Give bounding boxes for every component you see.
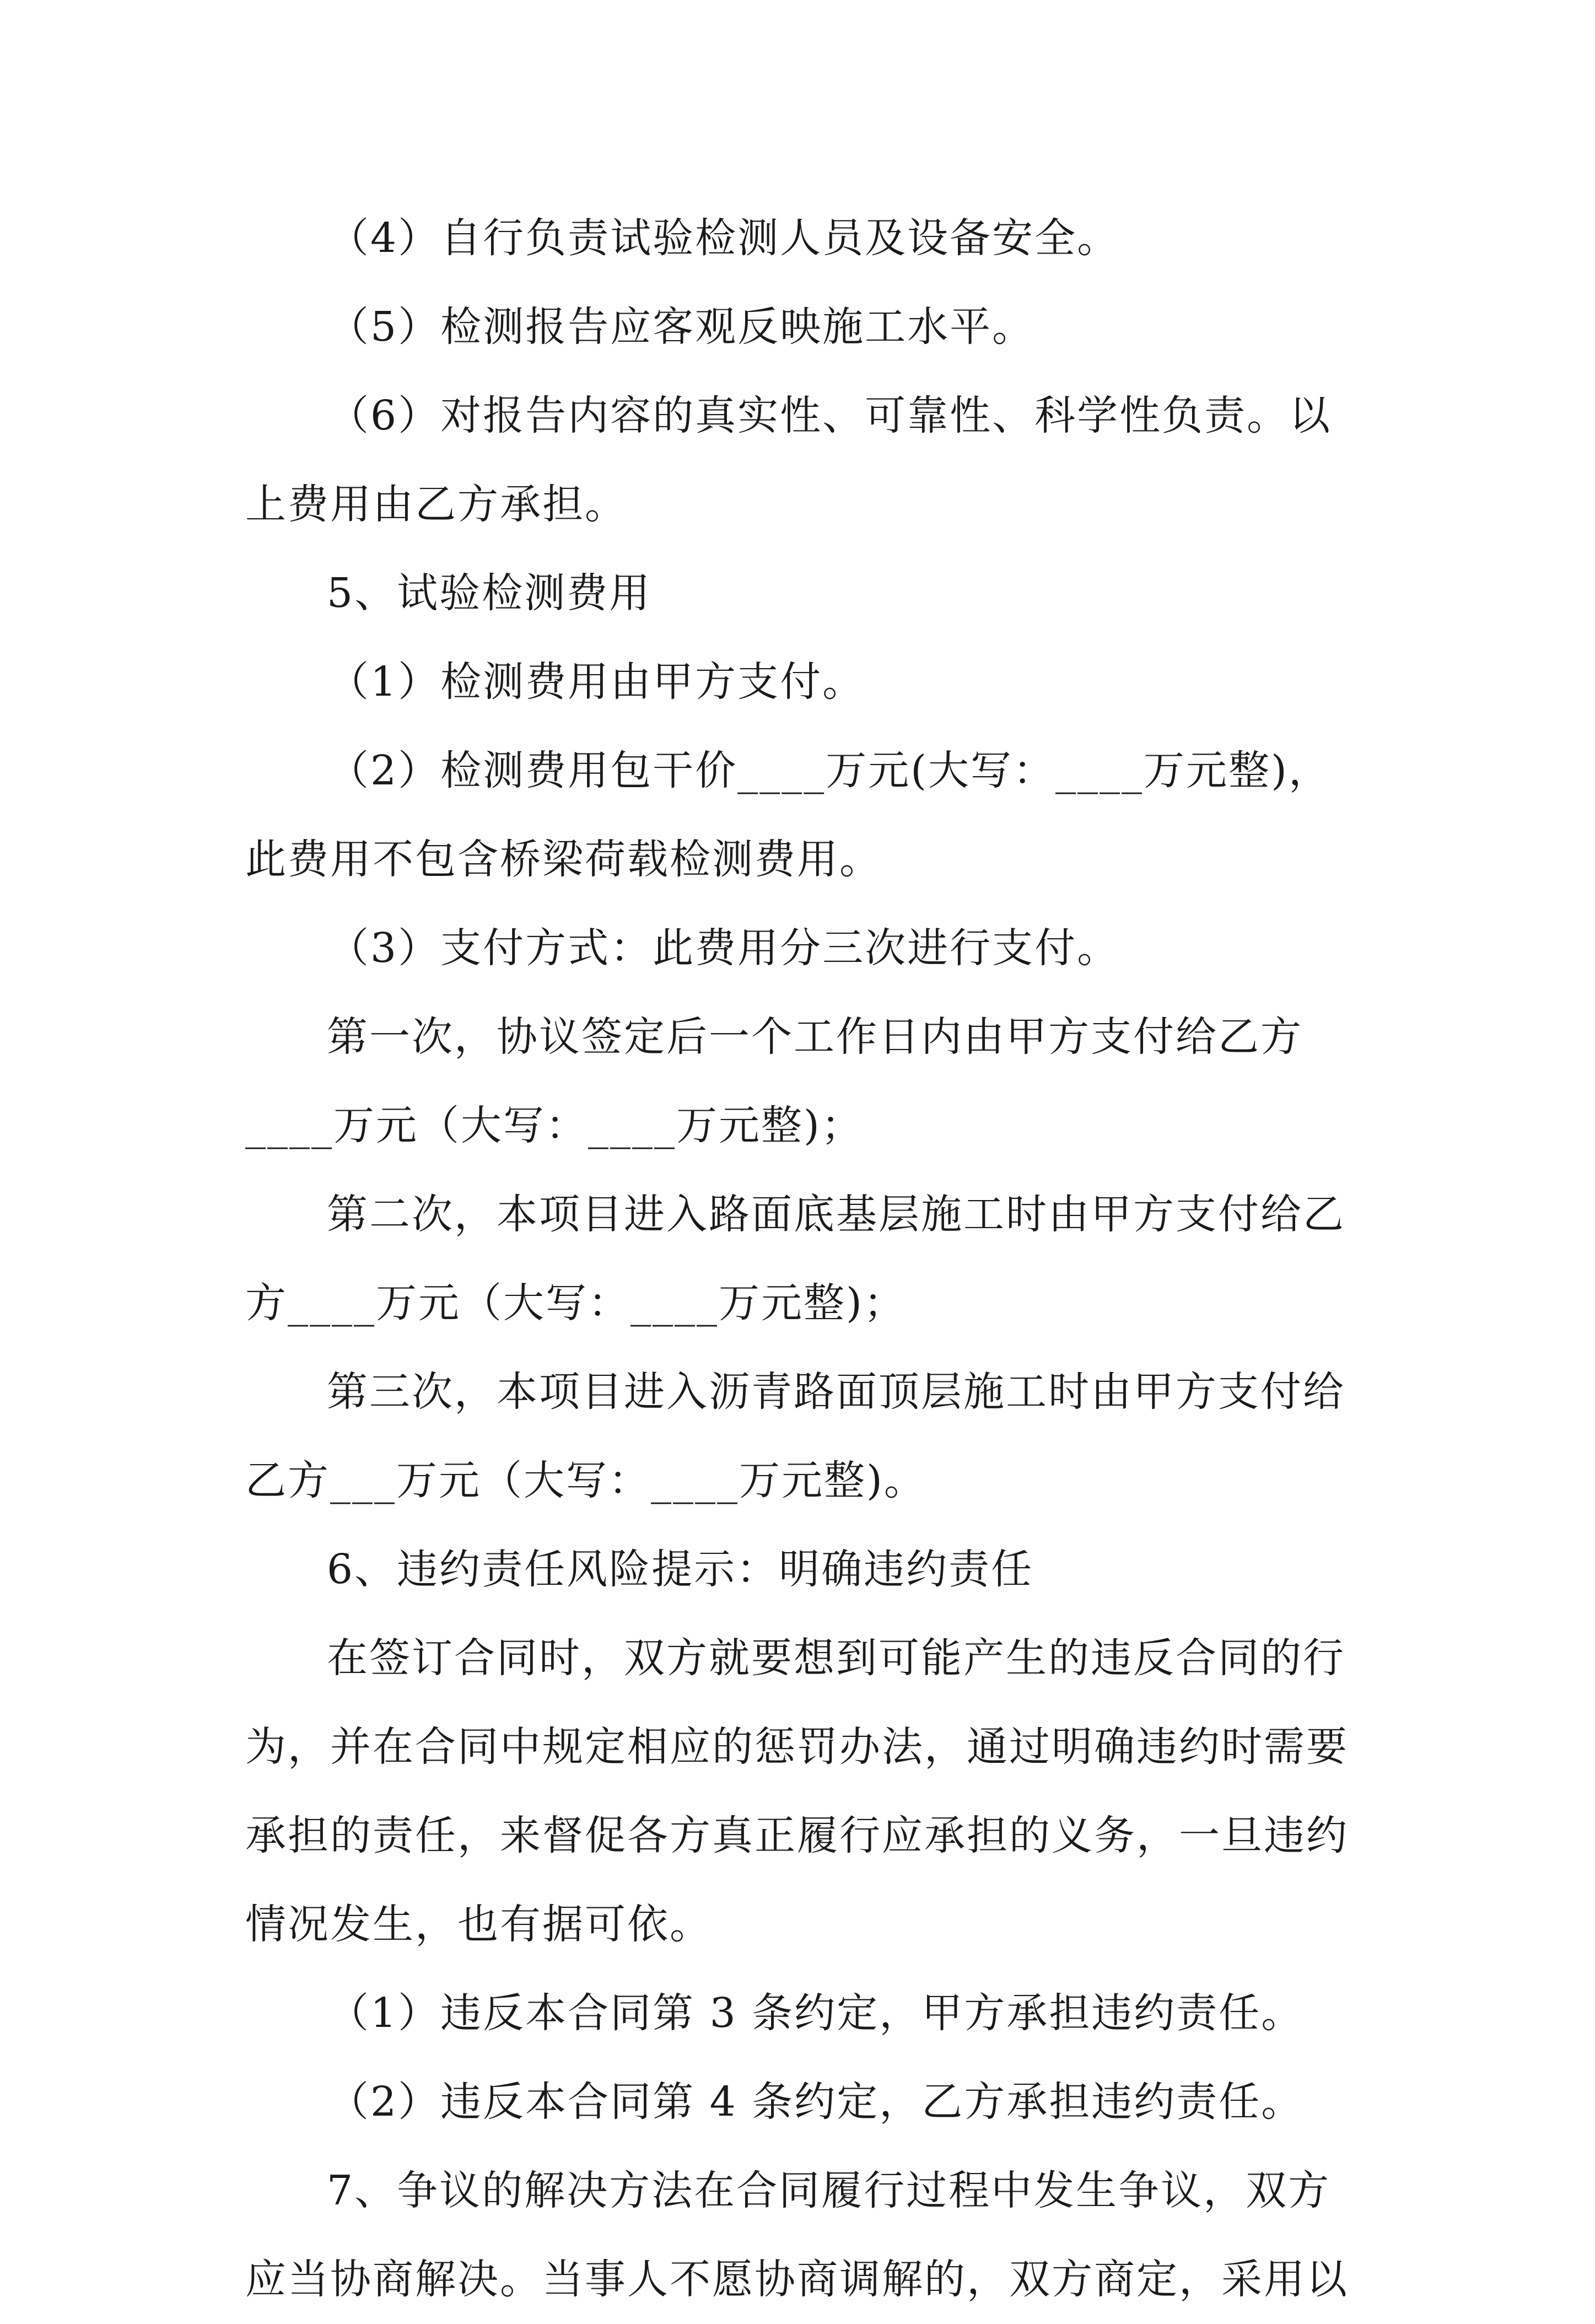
- line-item-5: （5）检测报告应客观反映施工水平。: [328, 303, 1035, 351]
- line-payment-third: 第三次，本项目进入沥青路面顶层施工时由甲方支付给: [327, 1368, 1345, 1416]
- line-breach-1: （1）违反本合同第 3 条约定，甲方承担违约责任。: [328, 1989, 1304, 2037]
- line-item-4: （4）自行负责试验检测人员及设备安全。: [328, 214, 1120, 262]
- paragraph-breach-line-4: 情况发生，也有据可依。: [245, 1901, 712, 1948]
- section-7-line-1: 7、争议的解决方法在合同履行过程中发生争议，双方: [327, 2167, 1331, 2214]
- paragraph-breach-line-2: 为，并在合同中规定相应的惩罚办法，通过明确违约时需要: [245, 1723, 1349, 1771]
- line-payment-first-cont: ____万元（大写：____万元整)；: [245, 1102, 864, 1149]
- line-breach-2: （2）违反本合同第 4 条约定，乙方承担违约责任。: [328, 2078, 1304, 2126]
- paragraph-breach-line-1: 在签订合同时，双方就要想到可能产生的违反合同的行: [327, 1634, 1345, 1682]
- line-payment-second-cont: 方____万元（大写：____万元整)；: [245, 1279, 906, 1327]
- line-item-6-cont: 上费用由乙方承担。: [245, 481, 627, 528]
- document-body: [245, 194, 1370, 2324]
- line-item-6: （6）对报告内容的真实性、可靠性、科学性负责。以: [328, 392, 1332, 439]
- section-5-heading: 5、试验检测费用: [327, 569, 652, 617]
- line-fee-1: （1）检测费用由甲方支付。: [328, 658, 865, 706]
- line-fee-2: （2）检测费用包干价____万元(大写：____万元整)，: [328, 747, 1331, 794]
- line-fee-3: （3）支付方式：此费用分三次进行支付。: [328, 924, 1120, 972]
- section-6-heading: 6、违约责任风险提示：明确违约责任: [327, 1546, 1034, 1593]
- line-fee-2-cont: 此费用不包含桥梁荷载检测费用。: [245, 836, 882, 883]
- line-payment-second: 第二次，本项目进入路面底基层施工时由甲方支付给乙: [327, 1191, 1345, 1238]
- line-payment-first: 第一次，协议签定后一个工作日内由甲方支付给乙方: [327, 1013, 1303, 1061]
- paragraph-breach-line-3: 承担的责任，来督促各方真正履行应承担的义务，一旦违约: [245, 1812, 1349, 1859]
- section-7-line-2: 应当协商解决。当事人不愿协商调解的，双方商定，采用以: [245, 2256, 1349, 2303]
- line-payment-third-cont: 乙方___万元（大写：____万元整)。: [245, 1457, 926, 1504]
- document-page: [245, 0, 1370, 2303]
